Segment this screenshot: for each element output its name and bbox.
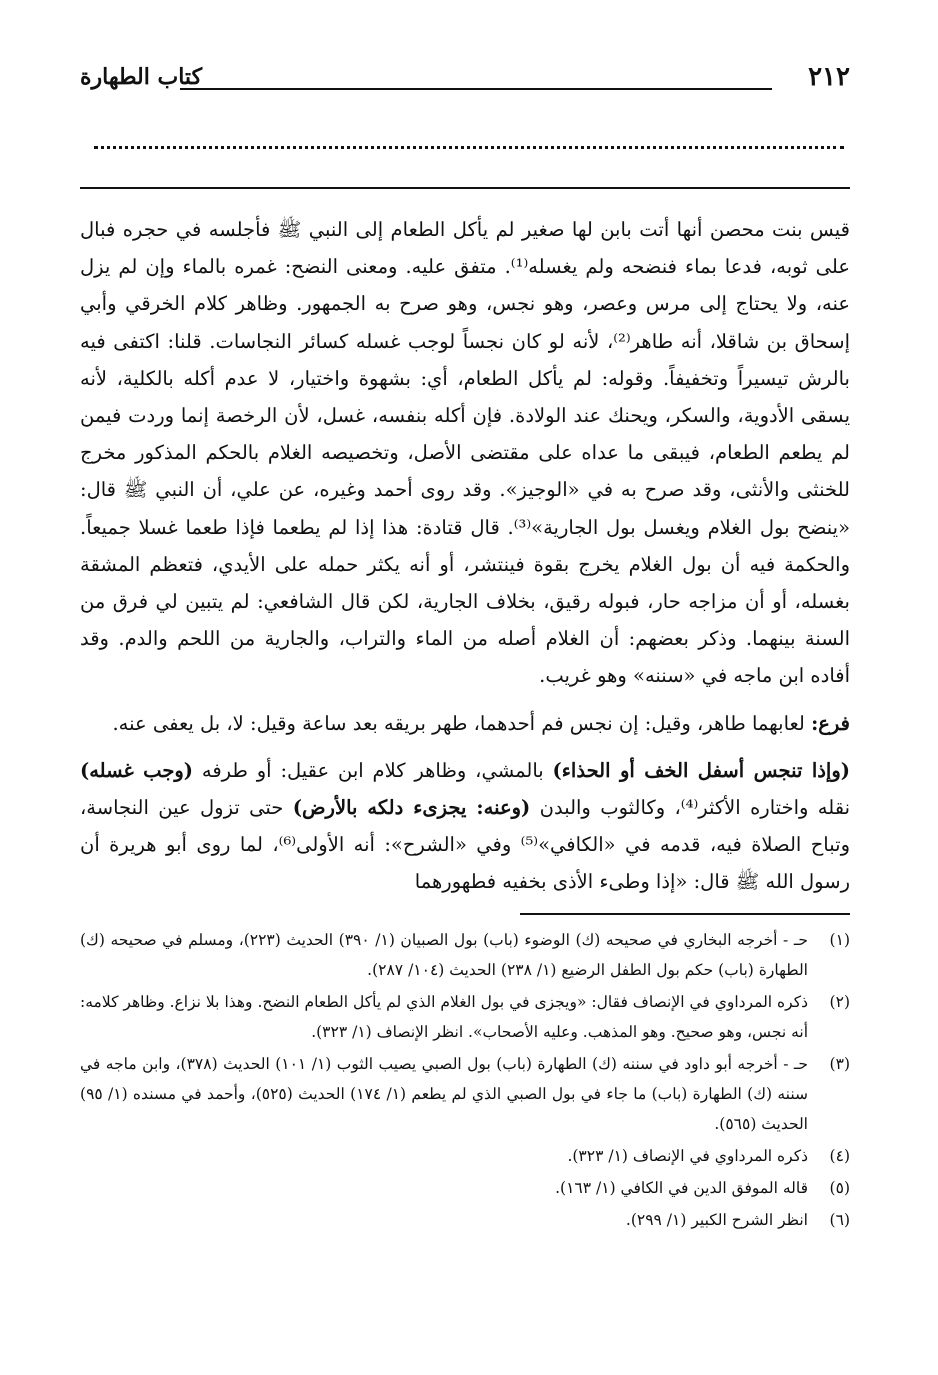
- paragraph-2-text: لعابهما طاهر، وقيل: إن نجس فم أحدهما، طهر بريقه بعد ساعة وقيل: لا، بل يعفى عنه.: [112, 711, 812, 735]
- book-title: كتاب الطهارة: [80, 64, 203, 90]
- footnote-rule: [520, 913, 850, 915]
- dotted-separator: [94, 146, 844, 159]
- footnote: [80, 925, 850, 985]
- paragraph-3-text-a: بالمشي، وظاهر كلام ابن عقيل: أو طرفه: [193, 758, 553, 782]
- paragraph-3-text-c: حتى تزول عين النجاسة، وتباح الصلاة فيه، قدمه في «الكافي»⁽⁵⁾ وفي «الشرح»: أنه الأولى⁽⁶⁾، لما روى أبو هريرة أن رسول الله ﷺ قال: «إذا وطىء الأذى بخفيه فطهورهما: [80, 796, 850, 894]
- page: [80, 60, 850, 1237]
- far-label: فرع:: [811, 711, 850, 735]
- footnote-text: انظر الشرح الكبير (١/ ٢٩٩).: [625, 1210, 808, 1229]
- header-rule: [180, 88, 772, 90]
- footnote: [80, 987, 850, 1047]
- paragraph-2: [80, 705, 850, 742]
- paragraph-3: [80, 752, 850, 901]
- footnote-number: (٤): [829, 1146, 850, 1165]
- footnotes: [80, 925, 850, 1235]
- matn-phrase-3: (وعنه: يجزىء دلكه بالأرض): [292, 796, 531, 820]
- matn-phrase-2: (وجب غسله): [80, 758, 194, 782]
- running-header: [80, 60, 850, 100]
- footnote-text: ذكره المرداوي في الإنصاف (١/ ٣٢٣).: [567, 1146, 808, 1165]
- footnote-text: حـ - أخرجه أبو داود في سننه (ك) الطهارة (باب) بول الصبي يصيب الثوب (١/ ١٠١) الحديث (٣٧٨)، وابن ماجه في سننه (ك) الطهارة (باب) ما جاء في بول الصبي الذي لم يطعم (١/ ١٧٤) الحديث (٥٢٥)، وأحمد في مسنده (١/ ٩٥) الحديث (٥٦٥).: [80, 1054, 809, 1133]
- main-text: [80, 211, 850, 901]
- footnote: [80, 1173, 850, 1203]
- footnote-number: (٥): [829, 1178, 850, 1197]
- footnote-number: (٢): [829, 992, 850, 1011]
- page-number: ٢١٢: [808, 62, 850, 92]
- paragraph-1: قيس بنت محصن أنها أتت بابن لها صغير لم يأكل الطعام إلى النبي ﷺ فأجلسه في حجره فبال على ثوبه، فدعا بماء فنضحه ولم يغسله⁽¹⁾. متفق عليه. ومعنى النضح: غمره بالماء وإن لم يزل عنه، ولا يحتاج إلى مرس وعصر، وهو نجس، وهو صرح به الجمهور. وظاهر كلام الخرقي وأبي إسحاق بن شاقلا، أنه طاهر⁽²⁾، لأنه لو كان نجساً لوجب غسله كسائر النجاسات. قلنا: اكتفى فيه بالرش تيسيراً وتخفيفاً. وقوله: لم يأكل الطعام، أي: بشهوة واختيار، لا عدم أكله بالكلية، لأنه يسقى الأدوية، والسكر، ويحنك عند الولادة. فإن أكله بنفسه، غسل، لأن الرخصة إنما وردت فيمن لم يطعم الطعام، فيبقى ما عداه على مقتضى الأصل، وتخصيصه الغلام بالحكم المذكور مخرج للخنثى والأنثى، وقد صرح به في «الوجيز». وقد روى أحمد وغيره، عن علي، أن النبي ﷺ قال: «ينضح بول الغلام ويغسل بول الجارية»⁽³⁾. قال قتادة: هذا إذا لم يطعما فإذا طعما غسلا جميعاً. والحكمة فيه أن بول الغلام يخرج بقوة فينتشر، أو أنه يكثر حمله على الأيدي، فتعظم المشقة بغسله، أو أن مزاجه حار، فبوله رقيق، بخلاف الجارية، لكن قال الشافعي: لم يتبين لي فرق من السنة بينهما. وذكر بعضهم: أن الغلام أصله من الماء والتراب، والجارية من اللحم والدم. وقد أفاده ابن ماجه في «سننه» وهو غريب.: [80, 218, 850, 688]
- footnote-number: (٦): [829, 1210, 850, 1229]
- footnote: [80, 1205, 850, 1235]
- footnote-number: (٣): [829, 1054, 850, 1073]
- footnote: [80, 1141, 850, 1171]
- footnote-text: حـ - أخرجه البخاري في صحيحه (ك) الوضوء (باب) بول الصبيان (١/ ٣٩٠) الحديث (٢٢٣)، ومسلم في صحيحه (ك) الطهارة (باب) حكم بول الطفل الرضيع (١/ ٢٣٨) الحديث (١٠٤/ ٢٨٧).: [80, 930, 808, 979]
- paragraph-3-text-b: نقله واختاره الأكثر⁽⁴⁾، وكالثوب والبدن: [530, 796, 851, 820]
- footnote-text: قاله الموفق الدين في الكافي (١/ ١٦٣).: [555, 1178, 808, 1197]
- top-rule: [80, 187, 850, 189]
- footnote: [80, 1049, 850, 1139]
- matn-phrase-1: (وإذا تنجس أسفل الخف أو الحذاء): [552, 758, 850, 782]
- footnote-number: (١): [829, 930, 850, 949]
- footnote-text: ذكره المرداوي في الإنصاف فقال: «ويجزى في بول الغلام الذي لم يأكل الطعام النضح. وهذا بلا نزاع. وظاهر كلامه: أنه نجس، وهو صحيح. وهو المذهب. وعليه الأصحاب». انظر الإنصاف (١/ ٣٢٣).: [80, 992, 808, 1041]
